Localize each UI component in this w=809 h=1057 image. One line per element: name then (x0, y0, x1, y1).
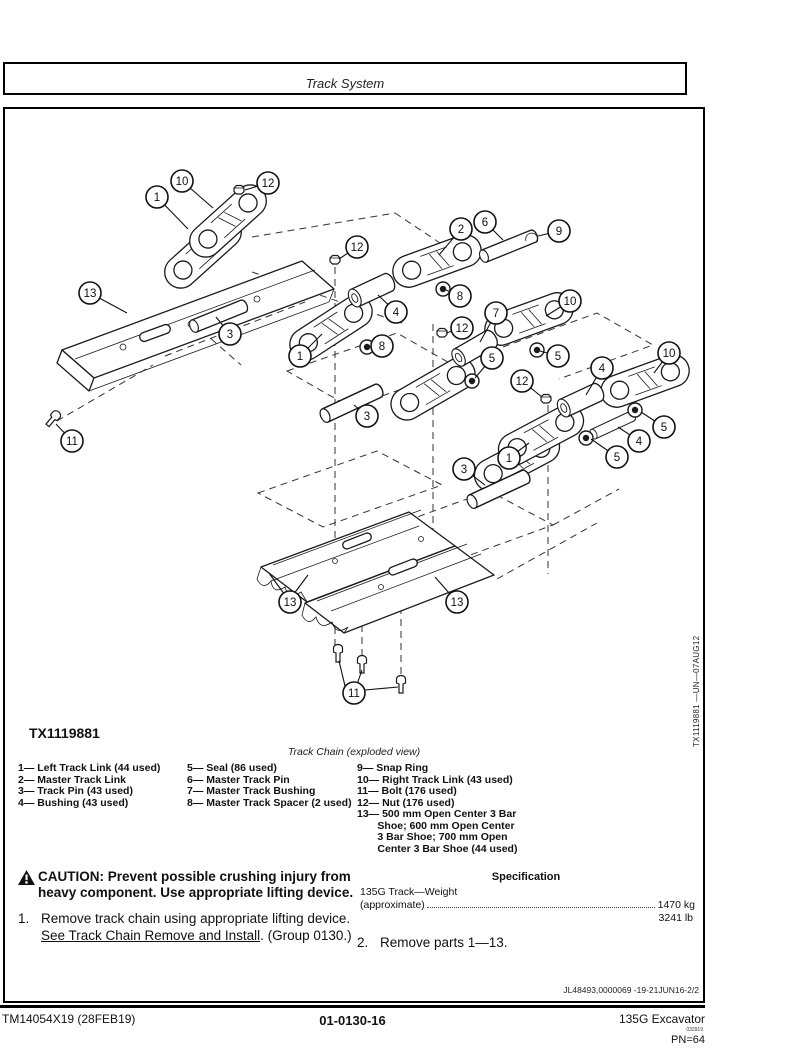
step-number: 2. (357, 935, 369, 950)
svg-text:3: 3 (363, 411, 371, 423)
callout-13 (446, 591, 468, 613)
svg-text:5: 5 (660, 422, 668, 434)
callout-6 (474, 211, 496, 233)
legend-item: 6— Master Track Pin (187, 773, 290, 786)
step-1-suffix: . (Group 0130.) (260, 927, 352, 943)
footer-manual-number: TM14054X19 (28FEB19) (2, 1012, 136, 1026)
page-header (3, 62, 687, 95)
callout-1 (498, 447, 520, 469)
step-text (18, 911, 370, 944)
spec-value-imperial: 3241 lb (658, 912, 693, 924)
legend-column-1 (18, 763, 187, 855)
callout-12 (346, 236, 368, 258)
svg-text:4: 4 (392, 307, 400, 319)
svg-text:12: 12 (350, 242, 364, 254)
exploded-diagram (5, 109, 703, 721)
legend-column-2 (187, 763, 357, 855)
legend-item: Center 3 Bar Shoe (44 used) (357, 842, 518, 855)
legend-item: 1— Left Track Link (44 used) (18, 762, 161, 774)
callout-12 (257, 172, 279, 194)
main-content-box (3, 107, 705, 1003)
spec-item-label: 135G Track—Weight (360, 886, 458, 898)
legend-item: 3 Bar Shoe; 700 mm Open (357, 831, 508, 843)
callout-5 (653, 416, 675, 438)
cross-reference-link[interactable]: See Track Chain Remove and Install (41, 927, 261, 943)
legend-item: 5— Seal (86 used) (187, 762, 277, 774)
svg-text:1: 1 (296, 351, 304, 363)
svg-text:1: 1 (153, 192, 161, 204)
footer-page-number: 01-0130-16 (319, 1013, 386, 1028)
figure-side-caption: TX1119881 —UN—07AUG12 (692, 635, 701, 747)
footer-date-code: 032919 (686, 1027, 703, 1033)
spec-value-metric: 1470 kg (657, 899, 695, 911)
callout-11 (343, 682, 365, 704)
svg-text:12: 12 (455, 323, 469, 335)
svg-text:5: 5 (554, 351, 562, 363)
footer-pn: PN=64 (671, 1034, 705, 1046)
callout-10 (171, 170, 193, 192)
dot-leader (427, 907, 655, 908)
callout-13 (79, 282, 101, 304)
svg-text:8: 8 (456, 291, 464, 303)
callout-10 (658, 342, 680, 364)
svg-text:10: 10 (662, 348, 676, 360)
spec-leader-label: (approximate) (360, 899, 425, 911)
callout-3 (219, 323, 241, 345)
callout-2 (450, 218, 472, 240)
callout-1 (146, 186, 168, 208)
svg-text:13: 13 (283, 597, 297, 609)
svg-text:3: 3 (226, 329, 234, 341)
legend-column-3 (357, 763, 657, 855)
legend-item: 4— Bushing (43 used) (18, 796, 129, 809)
callout-13 (279, 591, 301, 613)
page-title: Track System (305, 76, 385, 91)
caution-icon (18, 869, 38, 901)
callout-11 (61, 430, 83, 452)
svg-text:10: 10 (175, 176, 189, 188)
step-2 (357, 935, 695, 952)
svg-text:11: 11 (66, 436, 78, 448)
svg-text:4: 4 (635, 436, 643, 448)
svg-text:6: 6 (481, 217, 489, 229)
figure-caption: Track Chain (exploded view) (287, 746, 421, 758)
svg-text:5: 5 (613, 452, 621, 464)
legend-item: 10— Right Track Link (43 used) (357, 773, 513, 786)
parts-legend (18, 763, 694, 855)
legend-item: 11— Bolt (176 used) (357, 785, 457, 797)
svg-text:10: 10 (563, 296, 577, 308)
svg-text:13: 13 (450, 597, 464, 609)
svg-text:12: 12 (261, 178, 275, 190)
legend-item: 7— Master Track Bushing (187, 785, 316, 797)
callout-12 (511, 370, 533, 392)
legend-item: 3— Track Pin (43 used) (18, 785, 133, 797)
callout-4 (628, 430, 650, 452)
svg-text:8: 8 (378, 341, 386, 353)
callout-10 (559, 290, 581, 312)
legend-item: 9— Snap Ring (357, 762, 429, 774)
callout-5 (606, 446, 628, 468)
spec-row (357, 899, 695, 912)
callout-5 (547, 345, 569, 367)
callout-7 (485, 302, 507, 324)
track-shoes-bottom (257, 510, 494, 633)
svg-text:12: 12 (515, 376, 529, 388)
step-1-text: Remove track chain using appropriate lifting device. (41, 911, 351, 926)
callout-12 (451, 317, 473, 339)
legend-item: 12— Nut (176 used) (357, 796, 455, 809)
footer-model-name: 135G Excavator (618, 1012, 705, 1026)
callout-4 (385, 301, 407, 323)
svg-text:13: 13 (83, 288, 97, 300)
step-number: 1. (18, 911, 30, 926)
spec-heading: Specification (491, 871, 561, 883)
document-reference-code: JL48493,0000069 -19-21JUN16-2/2 (563, 985, 699, 995)
legend-item: 8— Master Track Spacer (2 used) (187, 796, 352, 809)
figure-id-label: TX1119881 (29, 725, 100, 741)
caution-note (18, 869, 370, 901)
callout-5 (481, 347, 503, 369)
callout-1 (289, 345, 311, 367)
svg-text:4: 4 (598, 363, 606, 375)
legend-item: 2— Master Track Link (18, 773, 126, 786)
spec-table (357, 871, 695, 925)
callout-4 (591, 357, 613, 379)
step-1 (18, 911, 370, 944)
legend-item: Shoe; 600 mm Open Center (357, 819, 515, 832)
svg-text:2: 2 (457, 224, 465, 236)
legend-item: 13— 500 mm Open Center 3 Bar (357, 808, 517, 820)
step-text: Remove parts 1—13. (380, 935, 508, 950)
footer-divider (0, 1005, 705, 1008)
svg-text:9: 9 (555, 226, 563, 238)
callout-8 (371, 335, 393, 357)
svg-text:1: 1 (505, 453, 513, 465)
svg-text:3: 3 (460, 464, 468, 476)
caution-text: CAUTION: Prevent possible crushing injury from heavy component. Use appropriate lifting device. (38, 869, 354, 900)
callout-9 (548, 220, 570, 242)
callout-3 (453, 458, 475, 480)
svg-text:5: 5 (488, 353, 496, 365)
svg-text:11: 11 (348, 688, 360, 700)
callout-8 (449, 285, 471, 307)
callout-3 (356, 405, 378, 427)
svg-text:7: 7 (492, 308, 500, 320)
